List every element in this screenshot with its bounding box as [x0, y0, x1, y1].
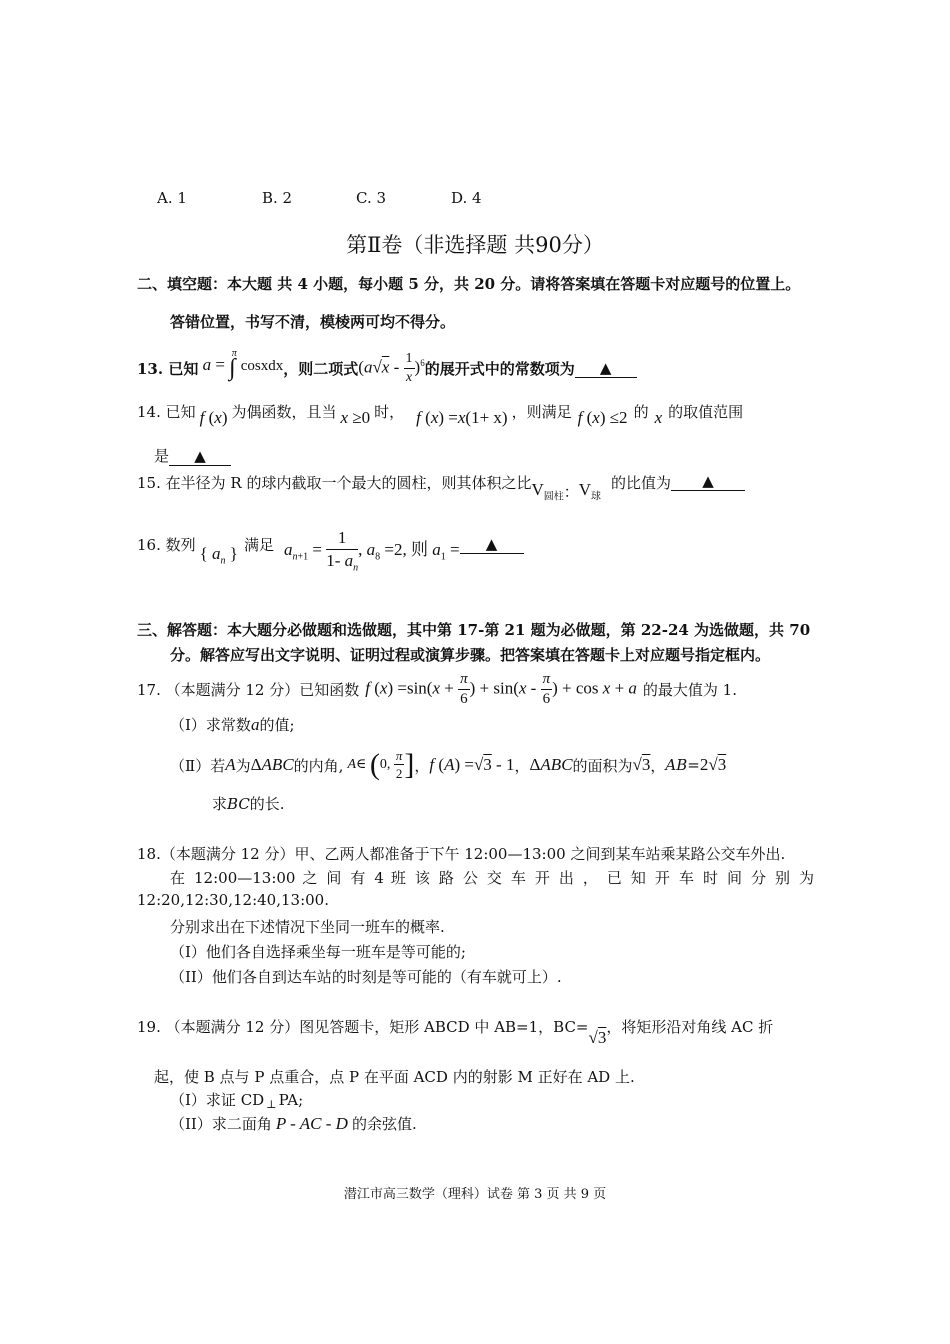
q17-p2h: AB=	[665, 756, 700, 774]
q17-p2e: ，	[514, 756, 530, 775]
q17-part1	[170, 714, 295, 735]
q17-part2	[170, 742, 726, 788]
question-13	[137, 346, 637, 390]
q13-label: 13. 已知	[137, 359, 199, 378]
q14-t4: 的	[633, 402, 649, 421]
q14-x: x	[654, 408, 663, 427]
q17-ab: 2√3	[699, 755, 727, 774]
q17-A: A	[225, 755, 236, 774]
q14-def: f (x) =x(1+ x)	[416, 408, 508, 427]
fill-heading-line1: 二、填空题：本大题 共 4 小题，每小题 5 分，共 20 分。请将答案填在答题卡对应题号的位置上。	[137, 275, 801, 293]
q14-line2	[154, 445, 231, 466]
q13-tail: 的展开式中的常数项为	[424, 359, 575, 378]
q19-l4a: （II）求二面角	[170, 1115, 272, 1133]
fill-heading-line2: 答错位置，书写不清，模棱两可均不得分。	[170, 313, 456, 331]
q13-integral: a = ∫$^\pi$cosxdx	[202, 347, 284, 381]
q18-line2: 在 12:00—13:00 之 间 有 4 班 该 路 公 交 车 开 出 ， 已 知 开 车 时 间 分 别 为	[170, 869, 814, 887]
q19-line2: 起，使 B 点与 P 点重合，点 P 在平面 ACD 内的射影 M 正好在 AD 上.	[154, 1068, 635, 1086]
q16-t1: 满足	[243, 535, 274, 554]
q17-p2b: 为	[235, 756, 251, 775]
solve-heading-line2: 分。解答应写出文字说明、证明过程或演算步骤。把答案填在答题卡上对应题号指定框内。	[170, 646, 771, 664]
q17-area: √3	[632, 755, 651, 774]
q15-text: 15. 在半径为 R 的球内截取一个最大的圆柱，则其体积之比	[137, 474, 532, 492]
q14-t2: 时，	[374, 402, 405, 421]
option-b: B. 2	[262, 189, 293, 207]
q19-sqrt3: √3	[588, 1028, 607, 1047]
option-c: C. 3	[356, 189, 387, 207]
q19-angle: P - AC - D	[275, 1114, 348, 1133]
q16-answer-blank: ▲	[460, 535, 524, 554]
q17-head: 17. （本题满分 12 分）已知函数	[137, 680, 360, 699]
q17-p2f: 的面积为	[572, 756, 633, 775]
q15-answer-blank: ▲	[671, 472, 745, 491]
q17-p2a: （Ⅱ）若	[170, 756, 226, 775]
q17-triangle: ΔABC	[250, 755, 294, 774]
q19-l4c: 的余弦值.	[351, 1115, 417, 1133]
q18-line4: 分别求出在下述情况下坐同一班车的概率.	[170, 918, 445, 936]
q16-recurrence: $a_{n+1}$ = $\frac{1}{1- a_n}$ , $a_8 =2$, 则 $a_1$ =	[283, 527, 460, 574]
q14-t3: ，则满足	[511, 402, 572, 421]
q18-line3: 12:20,12:30,12:40,13:00.	[137, 891, 329, 909]
question-15	[137, 472, 745, 506]
q16-label: 16. 数列	[137, 535, 196, 554]
q19-l3a: （I）求证 CD	[170, 1091, 265, 1109]
q19-l1a: 19. （本题满分 12 分）图见答题卡，矩形 ABCD 中 AB=1，BC=	[137, 1018, 589, 1036]
q15-v2-letter: V	[578, 480, 592, 499]
q14-t5: 的取值范围	[668, 402, 744, 421]
q18-line1: 18.（本题满分 12 分）甲、乙两人都准备于下午 12:00—13:00 之间到某车站乘某路公交车外出.	[137, 845, 786, 863]
q19-l3c: PA;	[278, 1091, 304, 1109]
q17-fA: f (A) =√3 - 1	[429, 755, 515, 774]
option-d: D. 4	[451, 189, 482, 207]
q14-t6: 是	[154, 447, 170, 465]
q18-line6: （II）他们各自到达车站的时刻是等可能的（有车就可上）.	[170, 968, 562, 986]
q17-p1b: 的值;	[259, 716, 295, 734]
q17-triangle2: ΔABC	[529, 755, 573, 774]
q17-p3b: BC	[227, 795, 250, 813]
q16-seq: { $a_n$ }	[199, 543, 238, 567]
q17-p3c: 的长.	[249, 795, 285, 813]
q19-line4	[170, 1113, 417, 1134]
q13-mid: ，则二项式	[283, 359, 359, 378]
q14-t1: 为偶函数，且当	[231, 402, 337, 421]
q17-p1a: （Ⅰ）求常数	[170, 716, 251, 734]
q17-a: a	[250, 715, 260, 734]
q19-line3	[170, 1089, 303, 1111]
q15-v1-letter: V	[531, 480, 544, 499]
q15-colon: ：	[563, 483, 579, 501]
q19-perp: ⊥	[266, 1098, 277, 1111]
q15-v1	[531, 480, 563, 502]
q14-label: 14. 已知	[137, 402, 196, 421]
option-a: A. 1	[157, 189, 187, 207]
q17-part3	[212, 793, 285, 814]
q14-ineq: f (x) ≤2	[577, 408, 628, 427]
q17-tail: 的最大值为 1.	[642, 680, 737, 699]
q17-p2d: ，	[414, 756, 430, 775]
q15-sub2: 球	[591, 491, 602, 503]
solve-heading-line1: 三、解答题：本大题分必做题和选做题，其中第 17-第 21 题为必做题，第 22-24 为选做题，共 70	[137, 621, 811, 639]
q17-interval: A∈ (0, $\frac{\pi}{2}$ ]	[347, 748, 415, 782]
q14-cond: x ≥0	[340, 408, 371, 427]
question-17	[137, 666, 737, 712]
q15-v2	[579, 480, 601, 502]
q17-function: f (x) =sin(x + $\frac{\pi}{6}$ ) + sin(x - $\frac{\pi}{6}$ ) + cos x + a	[365, 670, 637, 707]
q18-line5: （I）他们各自选择乘坐每一班车是等可能的;	[170, 943, 466, 961]
question-14	[137, 394, 743, 428]
question-16	[137, 526, 524, 576]
q19-l1b: ，将矩形沿对角线 AC 折	[606, 1018, 774, 1036]
q15-tail: 的比值为	[611, 474, 672, 492]
q13-answer-blank: ▲	[575, 359, 637, 378]
section-title: 第Ⅱ卷（非选择题 共90分）	[346, 233, 604, 257]
q17-p2g: ，	[650, 756, 666, 775]
q13-binomial: (a√x - $\frac{1}{x}$ )$^6$	[358, 350, 425, 385]
q17-p2c: 的内角,	[293, 756, 344, 775]
q17-p3: 求	[212, 795, 228, 813]
q14-answer-blank: ▲	[169, 447, 231, 466]
q14-fx: f (x)	[199, 408, 228, 427]
q15-sub1: 圆柱	[543, 491, 564, 503]
question-19	[137, 1016, 773, 1056]
page-footer: 潜江市高三数学（理科）试卷 第 3 页 共 9 页	[343, 1187, 607, 1202]
